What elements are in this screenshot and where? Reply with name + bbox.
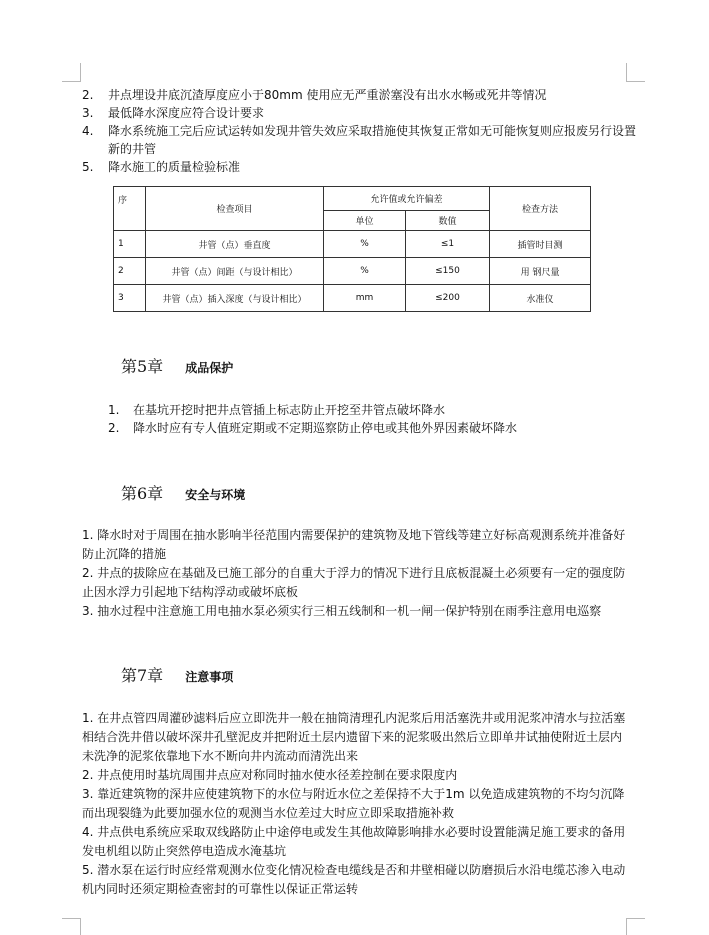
chapter-number: 第7章 bbox=[121, 666, 164, 685]
row-item: 井管（点）垂直度 bbox=[146, 231, 324, 258]
crop-mark-top-right bbox=[626, 63, 645, 82]
row-value: ≤200 bbox=[406, 285, 490, 312]
list-text: 降水系统施工完后应试运转如发现井管失效应采取措施使其恢复正常如无可能恢复则应报废另行设置新的井管 bbox=[108, 124, 637, 156]
paragraph: 2. 井点的拔除应在基础及已施工部分的自重大于浮力的情况下进行且底板混凝土必须要有一定的强度防止因水浮力引起地下结构浮动或破坏底板 bbox=[82, 566, 626, 599]
chapter-5-heading bbox=[121, 354, 233, 377]
list-text: 井点埋设井底沉渣厚度应小于80mm 使用应无严重淤塞没有出水水畅或死井等情况 bbox=[108, 88, 547, 102]
list-item bbox=[82, 122, 642, 158]
paragraph: 3. 抽水过程中注意施工用电抽水泵必须实行三相五线制和一机一闸一保护特别在雨季注意用电巡察 bbox=[82, 604, 602, 618]
table-row bbox=[114, 285, 591, 312]
row-seq: 2 bbox=[114, 258, 146, 285]
row-seq: 3 bbox=[114, 285, 146, 312]
chapter-5-list bbox=[108, 401, 628, 437]
header-seq: 序 bbox=[114, 187, 146, 231]
paragraph: 5. 潜水泵在运行时应经常观测水位变化情况检查电缆线是否和井壁相碰以防磨损后水沿电缆芯渗入电动机内同时还须定期检查密封的可靠性以保证正常运转 bbox=[82, 863, 626, 896]
header-value: 数值 bbox=[406, 211, 490, 231]
header-method: 检查方法 bbox=[490, 187, 591, 231]
chapter-number: 第6章 bbox=[121, 484, 164, 503]
header-allowance: 允许值或允许偏差 bbox=[324, 187, 490, 211]
crop-mark-top-left bbox=[62, 63, 81, 82]
list-text: 在基坑开挖时把井点管插上标志防止开挖至井管点破坏降水 bbox=[133, 403, 446, 417]
paragraph: 3. 靠近建筑物的深井应使建筑物下的水位与附近水位之差保持不大于1m 以免造成建筑物的不均匀沉降而出现裂缝为此要加强水位的观测当水位差过大时应立即采取措施补救 bbox=[82, 787, 625, 820]
chapter-6-body bbox=[82, 526, 630, 621]
chapter-title: 注意事项 bbox=[185, 670, 234, 684]
list-number: 3. bbox=[82, 106, 94, 120]
list-item bbox=[108, 419, 628, 437]
chapter-7-heading bbox=[121, 663, 233, 686]
header-unit: 单位 bbox=[324, 211, 406, 231]
list-item bbox=[82, 86, 642, 104]
list-number: 1. bbox=[108, 403, 120, 417]
list-item bbox=[108, 401, 628, 419]
paragraph: 1. 在井点管四周灌砂滤料后应立即洗井一般在抽筒清理孔内泥浆后用活塞洗井或用泥浆冲清水与拉活塞相结合洗井借以破坏深井孔壁泥皮并把附近土层内遗留下来的泥浆吸出然后立即单井试抽使附近土层内未洗净的泥浆依靠地下水不断向井内流动而清洗出来 bbox=[82, 711, 626, 763]
table-row bbox=[114, 231, 591, 258]
row-item: 井管（点）间距（与设计相比） bbox=[146, 258, 324, 285]
chapter-number: 第5章 bbox=[121, 357, 164, 376]
list-text: 最低降水深度应符合设计要求 bbox=[108, 106, 265, 120]
row-unit: % bbox=[324, 258, 406, 285]
crop-mark-bottom-right bbox=[626, 918, 645, 935]
paragraph: 4. 井点供电系统应采取双线路防止中途停电或发生其他故障影响排水必要时设置能满足施工要求的备用发电机组以防止突然停电造成水淹基坑 bbox=[82, 825, 626, 858]
chapter-6-heading bbox=[121, 481, 245, 504]
row-unit: mm bbox=[324, 285, 406, 312]
row-seq: 1 bbox=[114, 231, 146, 258]
row-method: 水准仪 bbox=[490, 285, 591, 312]
numbered-list-requirements bbox=[82, 86, 642, 176]
row-method: 插管时目测 bbox=[490, 231, 591, 258]
list-number: 4. bbox=[82, 124, 94, 138]
row-value: ≤150 bbox=[406, 258, 490, 285]
list-item bbox=[82, 104, 642, 122]
paragraph: 2. 井点使用时基坑周围井点应对称同时抽水使水径差控制在要求限度内 bbox=[82, 768, 458, 782]
row-method: 用 钢尺量 bbox=[490, 258, 591, 285]
list-number: 2. bbox=[108, 421, 120, 435]
header-item: 检查项目 bbox=[146, 187, 324, 231]
row-item: 井管（点）插入深度（与设计相比） bbox=[146, 285, 324, 312]
chapter-title: 安全与环境 bbox=[185, 488, 246, 502]
crop-mark-bottom-left bbox=[62, 918, 81, 935]
chapter-7-body bbox=[82, 709, 630, 899]
list-text: 降水施工的质量检验标准 bbox=[108, 160, 241, 174]
quality-inspection-table bbox=[113, 186, 591, 312]
row-value: ≤1 bbox=[406, 231, 490, 258]
chapter-title: 成品保护 bbox=[185, 361, 234, 375]
list-number: 2. bbox=[82, 88, 94, 102]
list-number: 5. bbox=[82, 160, 94, 174]
paragraph: 1. 降水时对于周围在抽水影响半径范围内需要保护的建筑物及地下管线等建立好标高观测系统并准备好防止沉降的措施 bbox=[82, 528, 626, 561]
list-text: 降水时应有专人值班定期或不定期巡察防止停电或其他外界因素破坏降水 bbox=[133, 421, 518, 435]
row-unit: % bbox=[324, 231, 406, 258]
table-row bbox=[114, 258, 591, 285]
list-item bbox=[82, 158, 642, 176]
